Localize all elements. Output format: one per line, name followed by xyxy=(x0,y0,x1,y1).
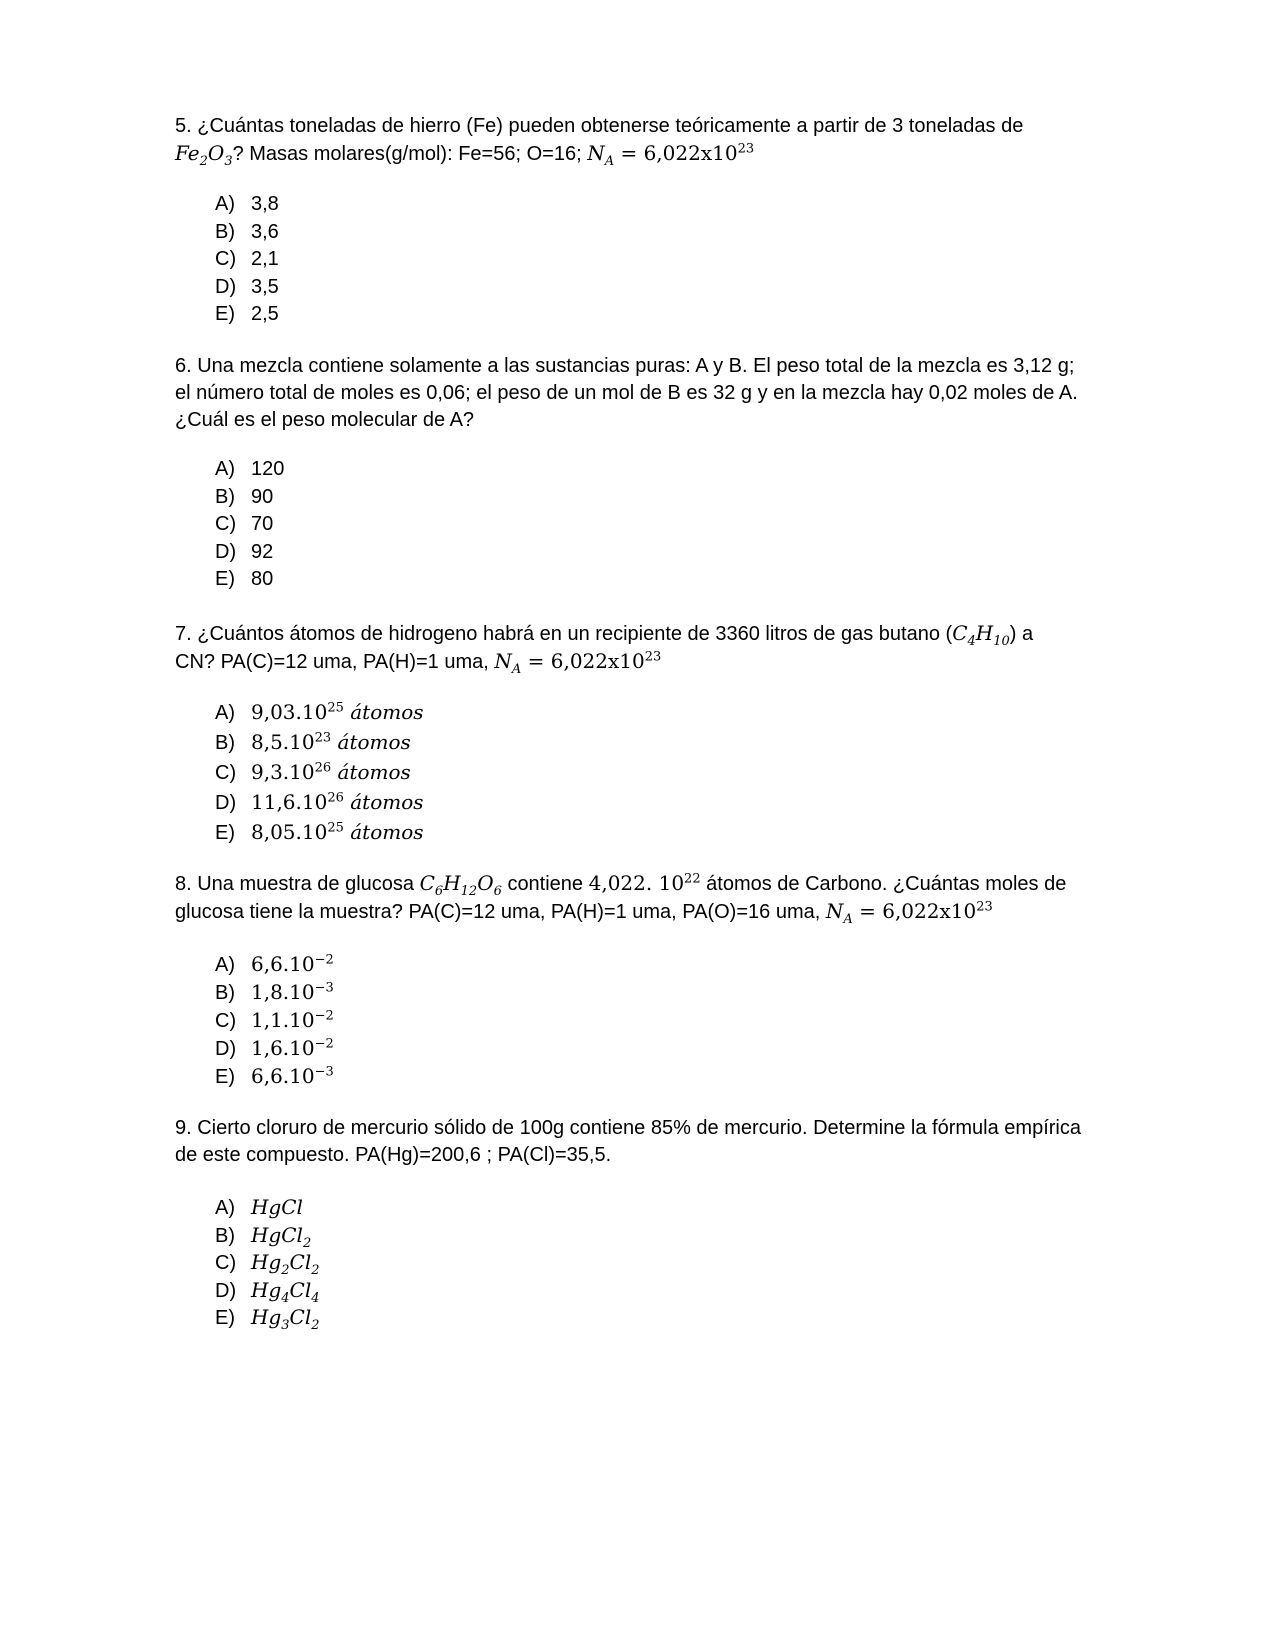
option-b[interactable]: B) 8,5.10$^{23}$ átomos xyxy=(215,730,411,754)
option-a[interactable]: A) HgCl xyxy=(215,1195,303,1219)
formula-fe2o3: $Fe_2O_3$ xyxy=(175,141,233,169)
option-d[interactable]: D) 92 xyxy=(215,540,274,563)
option-b[interactable]: B) HgCl$_2$ xyxy=(215,1222,312,1251)
options-list xyxy=(215,193,279,331)
option-a[interactable]: A) 9,03.10$^{25}$ átomos xyxy=(215,700,424,724)
question-7 xyxy=(175,620,1095,844)
option-c[interactable]: C) 70 xyxy=(215,513,274,535)
question-text: 7. ¿Cuántos átomos de hidrogeno habrá en un recipiente de 3360 litros de gas butano $(C_4H_{10})$ a CN? PA(C)=12 uma, PA(H)=1 uma, $N_A = 6,022x10^{23}$ xyxy=(175,621,1034,677)
option-c[interactable]: C) 2,1 xyxy=(215,248,279,270)
option-a[interactable]: A) 3,8 xyxy=(215,193,279,215)
option-e[interactable]: E) 80 xyxy=(215,568,274,590)
option-b[interactable]: B) $1,8.10^{-3}$ xyxy=(215,980,334,1004)
options-list xyxy=(215,952,334,1092)
avogadro-constant: $N_A = 6,022x10^{23}$ xyxy=(587,141,755,169)
option-c[interactable]: C) $1,1.10^{-2}$ xyxy=(215,1008,334,1032)
question-text: 9. Cierto cloruro de mercurio sólido de 100g contiene 85% de mercurio. Determine la fórmula empírica de este compuesto. PA(Hg)=200,6 ; PA(Cl)=35,5. xyxy=(175,1117,1081,1166)
question-6 xyxy=(175,353,1095,590)
option-d[interactable]: D) $Hg_4Cl_4$ xyxy=(215,1277,320,1306)
avogadro-constant: $N_A = 6,022x10^{23}$ xyxy=(494,649,662,677)
question-text: 5. ¿Cuántas toneladas de hierro (Fe) pueden obtenerse teóricamente a partir de 3 toneladas de $Fe_2O_3$? Masas molares(g/mol): Fe=56; O=16; $N_A = 6,022x10^{23}$ xyxy=(175,115,1024,169)
option-d[interactable]: D) 3,5 xyxy=(215,275,279,298)
formula-glucose: $C_6H_{12}O_6$ xyxy=(419,871,502,899)
option-b[interactable]: B) 90 xyxy=(215,485,274,508)
carbon-atom-count: 4,022. $10^{22}$ xyxy=(588,871,701,895)
option-d[interactable]: D) 11,6.10$^{26}$ átomos xyxy=(215,790,424,814)
option-a[interactable]: A) $6,6.10^{-2}$ xyxy=(215,952,334,976)
option-e[interactable]: E) 2,5 xyxy=(215,303,279,325)
avogadro-constant: $N_A = 6,022x10^{23}$ xyxy=(825,899,993,927)
option-e[interactable]: E) 8,05.10$^{25}$ átomos xyxy=(215,820,424,844)
options-list xyxy=(215,700,424,850)
option-d[interactable]: D) $1,6.10^{-2}$ xyxy=(215,1036,334,1060)
options-list xyxy=(215,1195,320,1333)
option-c[interactable]: C) 9,3.10$^{26}$ átomos xyxy=(215,760,411,784)
question-9 xyxy=(175,1115,1095,1333)
options-list xyxy=(215,458,284,596)
option-c[interactable]: C) $Hg_2Cl_2$ xyxy=(215,1250,320,1278)
question-text: 6. Una mezcla contiene solamente a las sustancias puras: A y B. El peso total de la mezcla es 3,12 g; el número total de moles es 0,06; el peso de un mol de B es 32 g y en la mezcla hay 0,02 moles de A. ¿Cuál es el peso molecular de A? xyxy=(175,355,1078,431)
question-8 xyxy=(175,870,1095,1088)
option-e[interactable]: E) $Hg_3Cl_2$ xyxy=(215,1305,320,1333)
option-b[interactable]: B) 3,6 xyxy=(215,220,279,243)
option-a[interactable]: A) 120 xyxy=(215,458,285,480)
option-e[interactable]: E) $6,6.10^{-3}$ xyxy=(215,1064,334,1088)
question-text: 8. Una muestra de glucosa $C_6H_{12}O_6$ contiene 4,022. $10^{22}$ átomos de Carbono. ¿Cuántas moles de glucosa tiene la muestra? PA(C)=12 uma, PA(H)=1 uma, PA(O)=16 uma, $N_A = 6,022x10^{23}$ xyxy=(175,871,1067,927)
formula-butane: $C_4H_{10}$ xyxy=(952,621,1010,649)
question-5 xyxy=(175,113,1095,325)
